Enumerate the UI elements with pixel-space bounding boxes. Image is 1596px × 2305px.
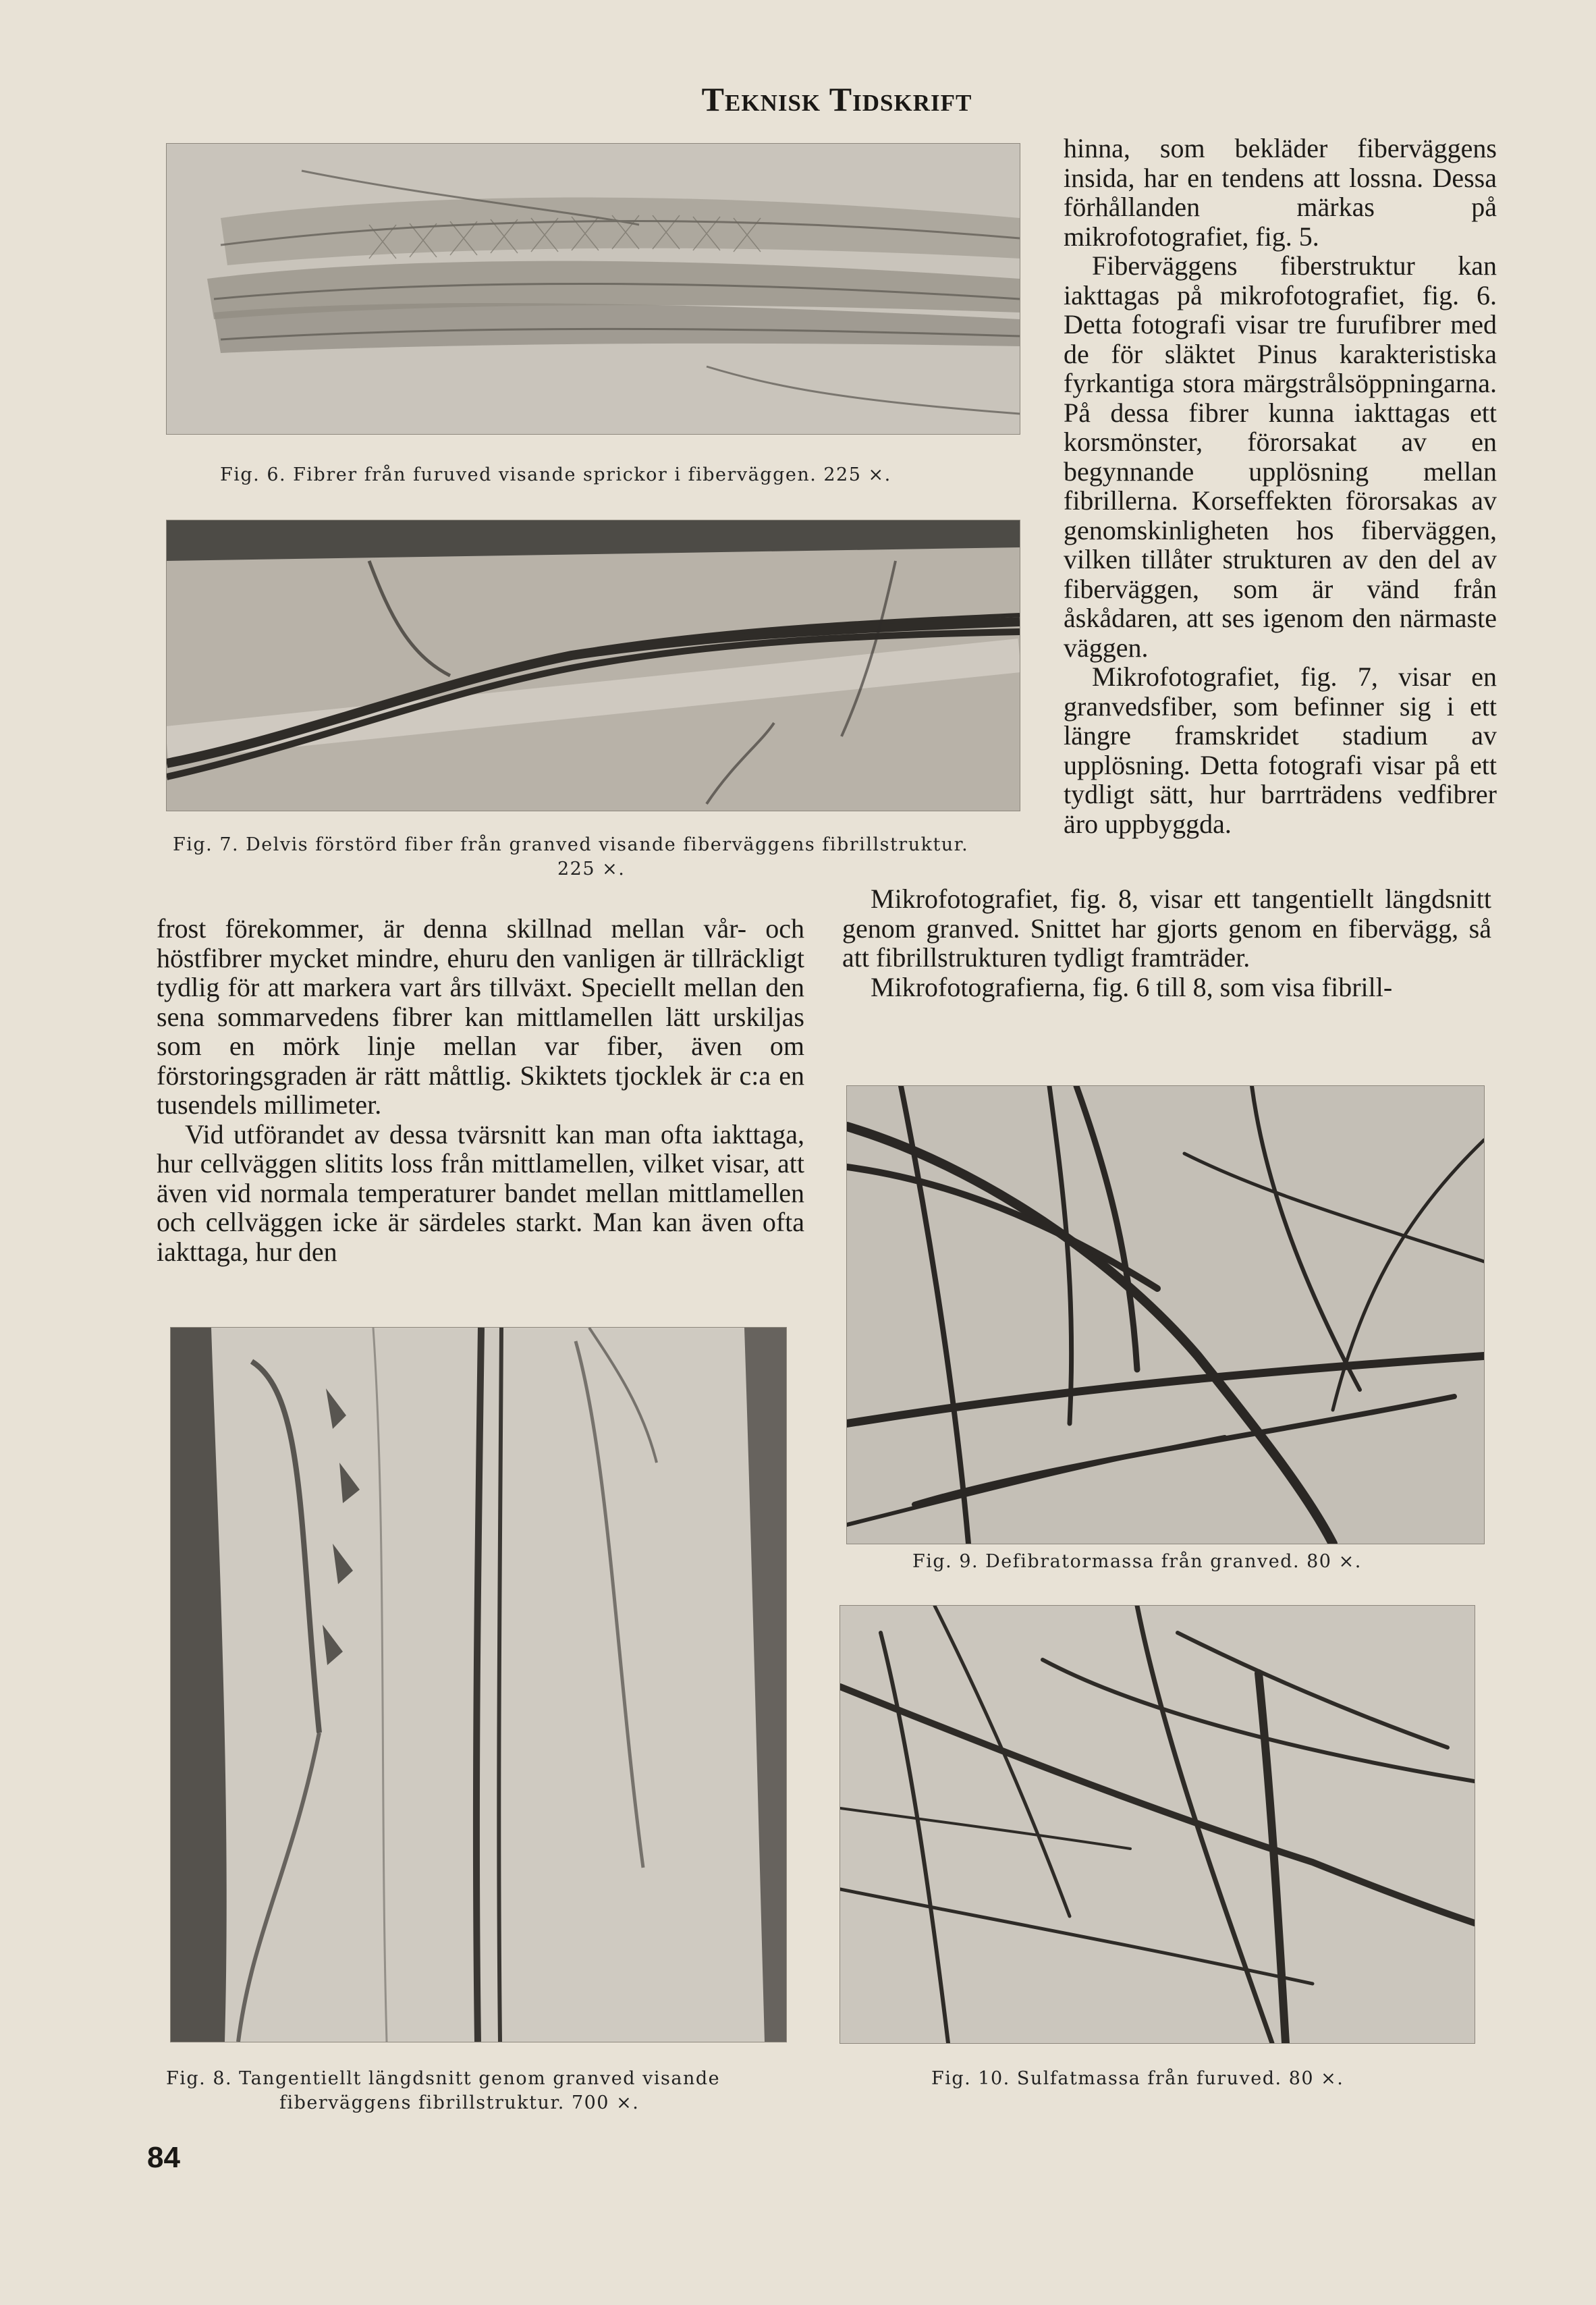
figure-10-photo xyxy=(840,1605,1475,2044)
right-column-middle-text xyxy=(842,884,1491,1002)
paragraph: frost förekommer, är denna skillnad mellan vår- och höstfibrer mycket mindre, ehuru den vanligen är tillräckligt tydlig för att markera vart års tillväxt. Speciellt mellan den sena sommarvedens fibrer kan mittlamellen lätt urskiljas som en mörk linje mellan var fiber, även om förstoringsgraden är rätt måttlig. Skiktets tjocklek är c:a en tusendels millimeter. xyxy=(157,913,804,1120)
figure-10-caption: Fig. 10. Sulfatmassa från furuved. 80 ×. xyxy=(931,2068,1344,2089)
journal-title: Teknisk Tidskrift xyxy=(701,80,972,118)
figure-8-caption-line-2: fiberväggens fibrillstruktur. 700 ×. xyxy=(279,2092,640,2113)
paragraph: Mikrofotografiet, fig. 8, visar ett tangentiellt längdsnitt genom granved. Snittet har gjorts genom en fibervägg, så att fibrillstrukturen tydligt framträder. xyxy=(842,884,1491,973)
left-column-text xyxy=(157,914,804,1266)
figure-6-caption: Fig. 6. Fibrer från furuved visande sprickor i fiberväggen. 225 ×. xyxy=(220,464,891,485)
figure-6-photo xyxy=(166,143,1020,435)
page-number: 84 xyxy=(147,2141,180,2174)
figure-7-caption-line-2: 225 ×. xyxy=(557,859,626,879)
paragraph: Vid utförandet av dessa tvärsnitt kan man ofta iakttaga, hur cellväggen slitits loss från mittlamellen, vilket visar, att även vid normala temperaturer bandet mellan mittlamellen och cellväggen icke är särdeles starkt. Man kan även ofta iakttaga, hur den xyxy=(157,1118,804,1267)
figure-9-caption: Fig. 9. Defibratormassa från granved. 80 ×. xyxy=(912,1551,1362,1572)
paragraph: Mikrofotografiet, fig. 7, visar en granvedsfiber, som befinner sig i ett längre framskridet stadium av upplösning. Detta fotografi visar på ett tydligt sätt, hur barrträdens vedfibrer äro uppbyggda. xyxy=(1064,661,1497,839)
right-column-top-text xyxy=(1064,134,1497,838)
figure-8-caption-line-1: Fig. 8. Tangentiellt längdsnitt genom granved visande xyxy=(166,2068,721,2089)
figure-8-photo xyxy=(170,1327,787,2042)
paragraph: Fiberväggens fiberstruktur kan iakttagas på mikrofotografiet, fig. 6. Detta fotografi visar tre furufibrer med de för släktet Pinus karakteristiska fyrkantiga stora märgstrålsöppningarna. På dessa fibrer kunna iakttagas ett korsmönster, förorsakat av en begynnande upplösning mellan fibrillerna. Korseffekten förorsakas av genomskinligheten hos fiberväggen, vilken tillåter strukturen av den del av fiberväggen, som är vänd från åskådaren, att ses igenom den närmaste väggen. xyxy=(1064,250,1497,663)
figure-7-photo xyxy=(166,520,1020,811)
paragraph: hinna, som bekläder fiberväggens insida, har en tendens att lossna. Dessa förhållanden märkas på mikrofotografiet, fig. 5. xyxy=(1064,133,1497,252)
figure-9-photo xyxy=(846,1085,1485,1544)
figure-7-caption-line-1: Fig. 7. Delvis förstörd fiber från granved visande fiberväggens fibrillstruktur. xyxy=(173,834,969,855)
paragraph: Mikrofotografierna, fig. 6 till 8, som visa fibrill- xyxy=(871,971,1393,1002)
